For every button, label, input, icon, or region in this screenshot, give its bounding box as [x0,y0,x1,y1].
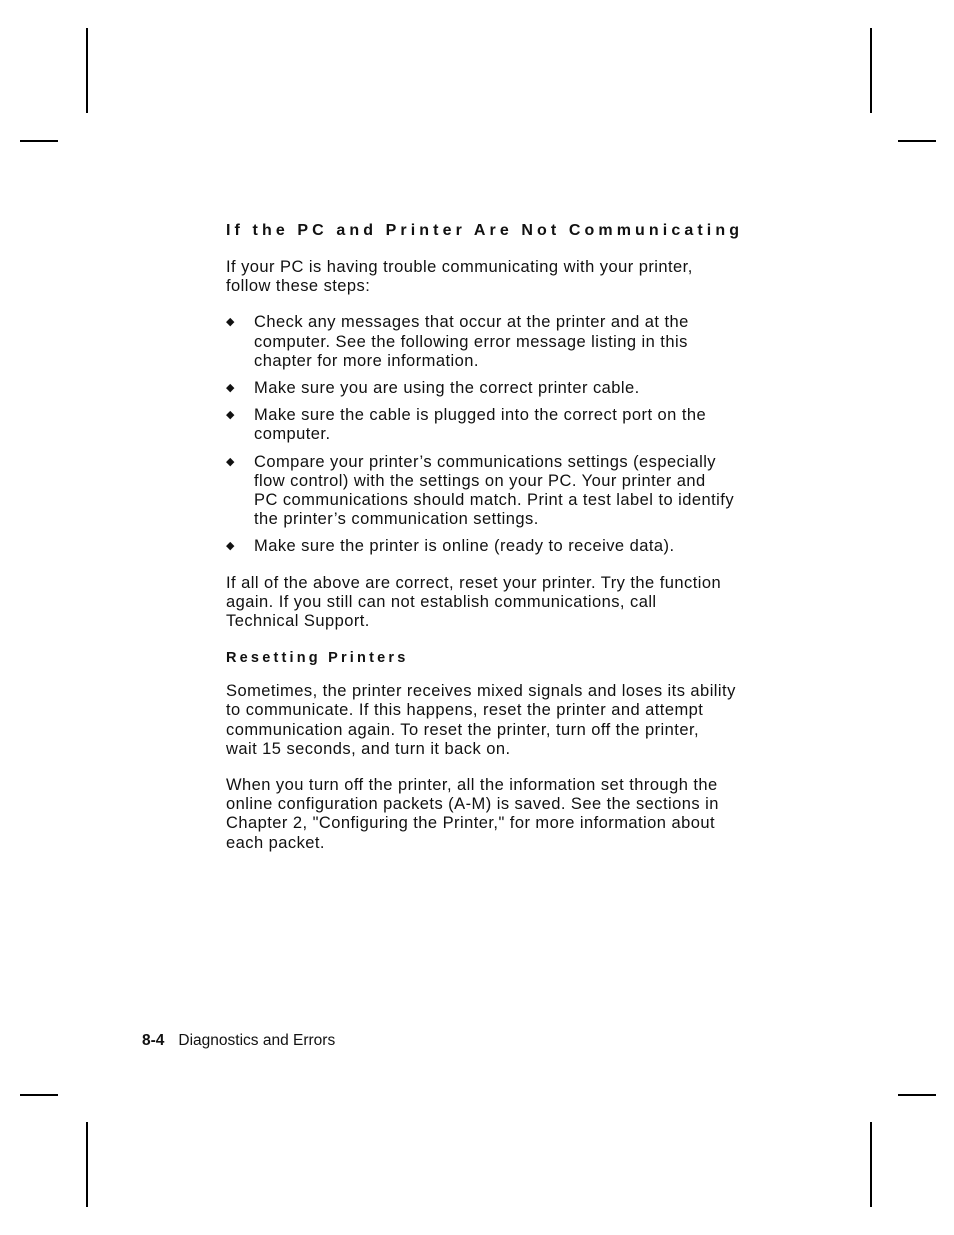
closing-paragraph [226,574,786,632]
diamond-bullet-icon: ◆ [226,455,235,468]
list-item-line: Make sure the cable is plugged into the correct port on the [254,406,707,425]
section-heading: If the PC and Printer Are Not Communicating [226,222,744,239]
list-item-line: computer. [254,425,331,444]
list-item-line: flow control) with the settings on your PC. Your printer and [254,471,706,490]
closing-line: again. If you still can not establish communications, call [226,592,657,611]
list-item-line: Make sure the printer is online (ready to receive data). [254,537,675,556]
list-item [226,379,786,398]
reset-line: to communicate. If this happens, reset the printer and attempt [226,701,704,720]
chapter-title: Diagnostics and Errors [178,1032,336,1049]
intro-paragraph [226,258,786,296]
diamond-bullet-icon: ◆ [226,382,235,395]
reset-line: communication again. To reset the printer, turn off the printer, [226,720,700,739]
crop-mark-bottom-right-horizontal [898,1094,936,1096]
list-item-line: the printer’s communication settings. [254,510,539,529]
subsection-heading: Resetting Printers [226,650,409,667]
crop-mark-top-right-horizontal [898,140,936,142]
crop-mark-bottom-right-vertical [870,1122,872,1207]
saved-settings-line: online configuration packets (A-M) is saved. See the sections in [226,795,719,814]
crop-mark-bottom-left-horizontal [20,1094,58,1096]
diamond-bullet-icon: ◆ [226,316,235,329]
intro-line: If your PC is having trouble communicating with your printer, [226,258,693,276]
list-item-line: computer. See the following error message listing in this [254,332,688,351]
list-item [226,453,786,530]
list-item-line: chapter for more information. [254,351,479,370]
reset-line: Sometimes, the printer receives mixed signals and loses its ability [226,682,736,701]
crop-mark-bottom-left-vertical [86,1122,88,1207]
list-item [226,406,786,444]
page-footer [142,1031,335,1051]
list-item-line: Compare your printer’s communications settings (especially [254,452,717,471]
page-number: 8-4 [142,1032,165,1049]
crop-mark-top-left-horizontal [20,140,58,142]
crop-mark-top-left-vertical [86,28,88,113]
saved-settings-line: each packet. [226,833,325,852]
list-item [226,313,786,371]
closing-line: Technical Support. [226,612,370,631]
reset-line: wait 15 seconds, and turn it back on. [226,739,511,758]
steps-list [226,313,786,556]
diamond-bullet-icon: ◆ [226,540,235,553]
page-content [226,220,786,870]
diamond-bullet-icon: ◆ [226,409,235,422]
saved-settings-paragraph [226,776,786,853]
closing-line: If all of the above are correct, reset your printer. Try the function [226,573,722,592]
intro-line: follow these steps: [226,277,371,296]
reset-paragraph [226,682,786,759]
list-item-line: Make sure you are using the correct printer cable. [254,379,640,398]
list-item [226,537,786,556]
list-item-line: PC communications should match. Print a test label to identify [254,491,735,510]
crop-mark-top-right-vertical [870,28,872,113]
saved-settings-line: When you turn off the printer, all the information set through the [226,776,718,795]
list-item-line: Check any messages that occur at the printer and at the [254,313,689,332]
saved-settings-line: Chapter 2, "Configuring the Printer," for more information about [226,814,716,833]
